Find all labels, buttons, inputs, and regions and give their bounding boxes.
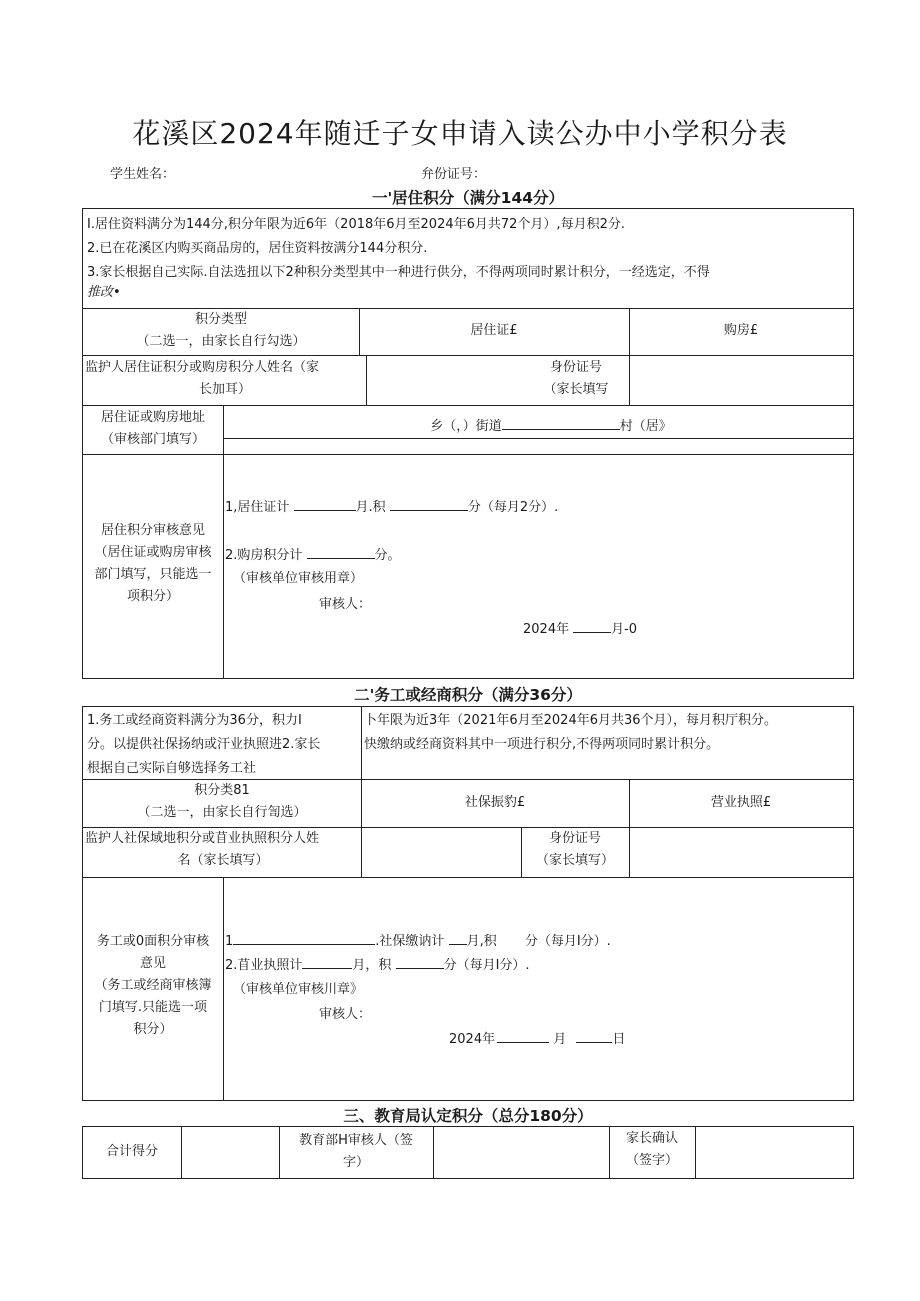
address-label-line1: 居住证或购房地址 [100, 410, 205, 425]
work-review-line1: 务工或0面积分审核 [96, 934, 210, 949]
edu-reviewer-line2: 字） [342, 1155, 369, 1170]
section2-table [82, 706, 854, 1101]
work-reviewer-label: 审核人： [319, 1007, 372, 1022]
section1-notes [87, 213, 851, 305]
score-type-label [83, 309, 359, 353]
work-review-stamp: （审核单位审核川章》 [233, 982, 364, 997]
student-name-label: 学生姓名： [110, 167, 176, 182]
work-license-a: 2.苜业执照计 [225, 958, 303, 973]
guardian-id-label-line2: （家长填写 [543, 382, 609, 397]
work-guardian-name-label [85, 828, 361, 872]
work-type-label-line1: 积分类81 [194, 783, 250, 798]
guardian-id-label [523, 357, 629, 401]
note2-left-3: 根据自己实际自够选择务工社 [87, 761, 257, 776]
work-date-year: 2024年 [449, 1032, 496, 1047]
review-label-line4: 项积分） [126, 589, 179, 604]
id-number-label: 弁份证号： [421, 167, 487, 182]
guardian-name-label-line1: 监护人居住证积分或购房积分人姓名（家 [85, 360, 320, 375]
address-township: 乡（，）街道 [430, 419, 502, 434]
parent-confirm-signature[interactable] [695, 1127, 853, 1178]
work-type-label [83, 780, 361, 824]
note-2: 2.已在花溪区内购买商品房的，居住资料按满分144分积分. [87, 241, 428, 256]
work-guardian-label-line1: 监护人社保域地积分或苜业执照积分人姓 [85, 831, 320, 846]
review-text-c: 分（每月2分）. [467, 500, 559, 515]
guardian-id-label-line1: 身份证号 [549, 360, 602, 375]
address-field[interactable] [401, 416, 701, 438]
work-guardian-id-line2: （家长填写） [535, 853, 614, 868]
work-type-label-line2: （二选一，由家长自行訇选） [137, 805, 307, 820]
parent-confirm-line2: （签字） [625, 1153, 678, 1168]
option-business-license-checkbox[interactable]: 营业执照£ [710, 795, 772, 810]
parent-confirm-line1: 家长确认 [625, 1131, 678, 1146]
residence-review-line1[interactable] [225, 497, 845, 519]
work-review-label [83, 931, 223, 1041]
edu-reviewer-line1: 教育部H审核人（签 [299, 1133, 413, 1148]
address-label [83, 407, 223, 451]
work-review-line5: 积分） [133, 1022, 173, 1037]
review-label-line1: 居住积分审核意见 [100, 523, 205, 538]
section1-heading: 一'居住积分（满分144分） [371, 189, 565, 207]
score-type-label-line1: 积分类型 [194, 312, 247, 327]
work-review-a: 1 [225, 934, 234, 949]
review-label-line3: 部门填写，只能选一 [94, 567, 212, 582]
section3-table [82, 1126, 854, 1179]
total-score-field[interactable] [181, 1127, 279, 1178]
section2-notes-left [87, 709, 359, 781]
note-3: 3.家长根据自己实际.自法选扭以下2种积分类型其中一种进行供分，不得两项同时累计积分，一经选定，不得 [87, 265, 710, 280]
review-text-b: 月.积 [355, 500, 386, 515]
page-title: 花溪区2024年随迁子女申请入读公办中小学积分表 [132, 117, 788, 150]
address-village: 村（居》 [619, 419, 672, 434]
parent-confirm-label [609, 1128, 695, 1172]
total-score-label: 合计得分 [105, 1144, 158, 1159]
work-review-social-line[interactable] [225, 931, 845, 953]
section2-heading: 二'务工或经商积分（满分36分） [354, 686, 582, 704]
residence-review-date [523, 619, 637, 641]
note-4: 推改• [87, 285, 121, 300]
work-review-b: .社保缴讷计 [375, 934, 445, 949]
option-house-checkbox[interactable]: 购房£ [723, 323, 759, 338]
note2-right-1: 卜年限为近3年（2021年6月至2024年6月共36个月），每月积厅积分。 [364, 713, 778, 728]
work-date-day: 日 [612, 1032, 626, 1047]
note2-right-2: 快缴纳或经商资料其中一项进行积分,不得两项同时累计积分。 [364, 737, 720, 752]
work-license-c: 分（每月I分）. [443, 958, 530, 973]
note2-left-1: 1.务工或经商资料满分为36分，积力I [87, 713, 302, 728]
note2-left-2: 分。以提供社保扬纳或汗业执照进2.家长 [87, 737, 321, 752]
work-review-line3: （务工或经商审核簿 [94, 978, 212, 993]
guardian-name-label-line2: 长加耳） [198, 382, 251, 397]
residence-review-label [83, 520, 223, 608]
education-reviewer-label [279, 1130, 433, 1174]
review-label-line2: （居住证或购房审核 [94, 545, 212, 560]
section1-table [82, 208, 854, 679]
residence-review-stamp: （审核单位审核用章） [233, 571, 364, 586]
work-date-month: 月 [553, 1032, 567, 1047]
work-license-b: 月，积 [352, 958, 392, 973]
option-residence-checkbox[interactable]: 居住证£ [470, 323, 518, 338]
date-year: 2024年 [523, 622, 570, 637]
section2-notes-right [364, 709, 852, 757]
review-house-text-b: 分。 [374, 548, 401, 563]
work-review-license-line[interactable] [225, 955, 845, 977]
address-label-line2: （审核部门填写） [100, 432, 205, 447]
date-rest: 月-0 [611, 622, 638, 637]
score-type-label-line2: （二选一，由家长自行勾选） [136, 334, 306, 349]
work-review-line4: 门填写.只能选一项 [98, 1000, 208, 1015]
work-guardian-label-line2: 名（家长填写） [177, 853, 269, 868]
review-house-text-a: 2.购房积分计 [225, 548, 303, 563]
education-reviewer-signature[interactable] [433, 1127, 609, 1178]
residence-reviewer-label: 审核人： [319, 597, 372, 612]
note-1: I.居住资料满分为144分,积分年限为近6年（2018年6月至2024年6月共72个月）,每月积2分. [87, 217, 625, 232]
work-guardian-id-line1: 身份证号 [548, 831, 601, 846]
work-review-date [449, 1029, 625, 1051]
option-social-security-checkbox[interactable]: 社保振豹£ [464, 795, 526, 810]
residence-review-line2[interactable] [225, 545, 845, 567]
work-guardian-id-label [521, 828, 629, 872]
guardian-name-label [85, 357, 365, 401]
section3-heading: 三、教育局认定积分（总分180分） [343, 1107, 593, 1125]
work-review-c: 月,积 [466, 934, 497, 949]
review-text-a: 1,居住证计 [225, 500, 290, 515]
work-review-d: 分（每月I分）. [524, 934, 611, 949]
work-review-line2: 意见 [139, 956, 166, 971]
